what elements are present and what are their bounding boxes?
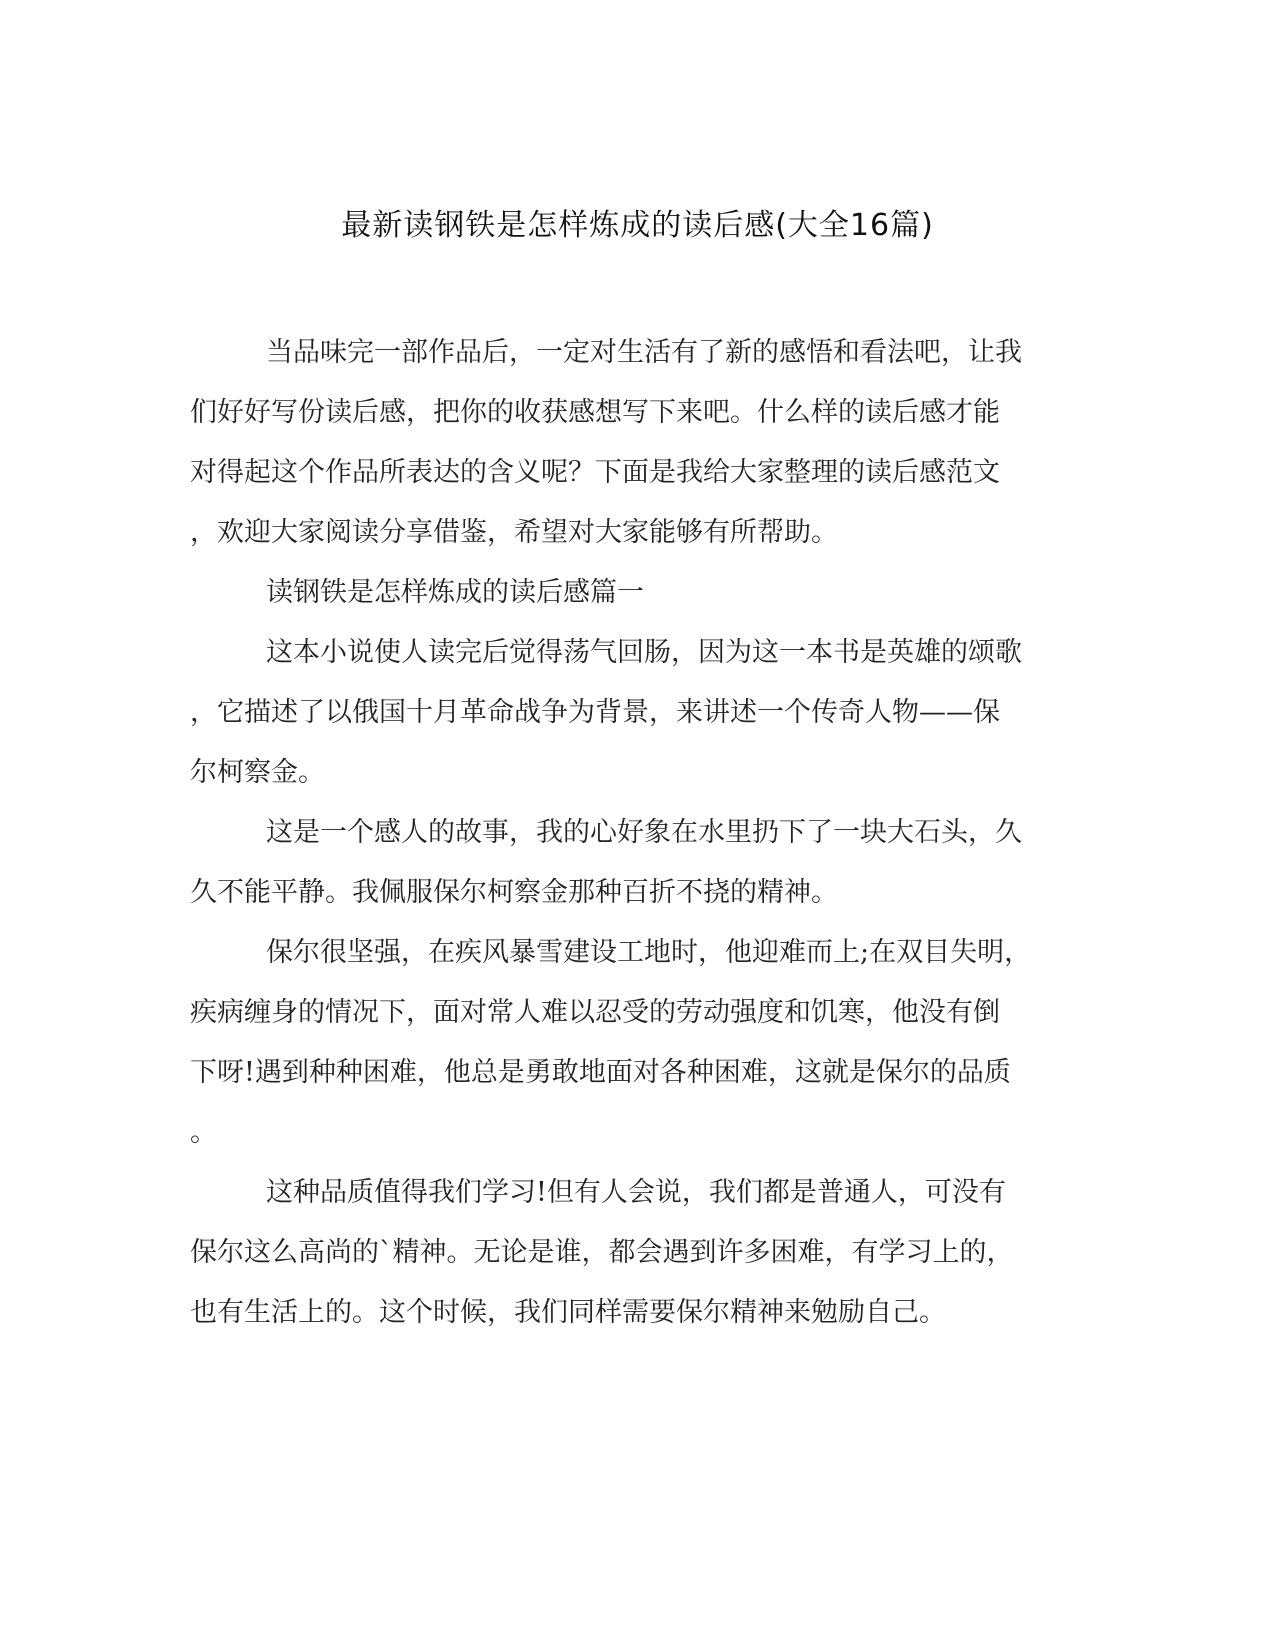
body-line: 保尔很坚强，在疾风暴雪建设工地时，他迎难而上;在双目失明， (266, 937, 1032, 968)
body-line: 对得起这个作品所表达的含义呢？下面是我给大家整理的读后感范文 (190, 457, 1000, 488)
document-title: 最新读钢铁是怎样炼成的读后感(大全16篇) (341, 208, 934, 243)
body-line: 这本小说使人读完后觉得荡气回肠，因为这一本书是英雄的颂歌 (266, 637, 1022, 668)
body-line: 也有生活上的。这个时候，我们同样需要保尔精神来勉励自己。 (190, 1297, 946, 1328)
body-line: ，它描述了以俄国十月革命战争为背景，来讲述一个传奇人物——保 (190, 697, 1000, 728)
section-heading: 读钢铁是怎样炼成的读后感篇一 (266, 577, 644, 608)
body-line: 这种品质值得我们学习!但有人会说，我们都是普通人，可没有 (266, 1177, 1006, 1208)
body-line: 们好好写份读后感，把你的收获感想写下来吧。什么样的读后感才能 (190, 397, 1000, 428)
body-line: 疾病缠身的情况下，面对常人难以忍受的劳动强度和饥寒，他没有倒 (190, 997, 1000, 1028)
body-line: 久不能平静。我佩服保尔柯察金那种百折不挠的精神。 (190, 877, 838, 908)
body-line: 下呀!遇到种种困难，他总是勇敢地面对各种困难，这就是保尔的品质 (190, 1057, 1011, 1088)
body-line: 。 (190, 1117, 217, 1148)
body-line: 当品味完一部作品后，一定对生活有了新的感悟和看法吧，让我 (266, 337, 1022, 368)
body-line: 保尔这么高尚的`精神。无论是谁，都会遇到许多困难，有学习上的， (190, 1237, 1014, 1268)
body-line: 这是一个感人的故事，我的心好象在水里扔下了一块大石头，久 (266, 817, 1022, 848)
body-line: ，欢迎大家阅读分享借鉴，希望对大家能够有所帮助。 (190, 517, 838, 548)
document-body (190, 323, 1040, 1343)
body-line: 尔柯察金。 (190, 757, 325, 788)
